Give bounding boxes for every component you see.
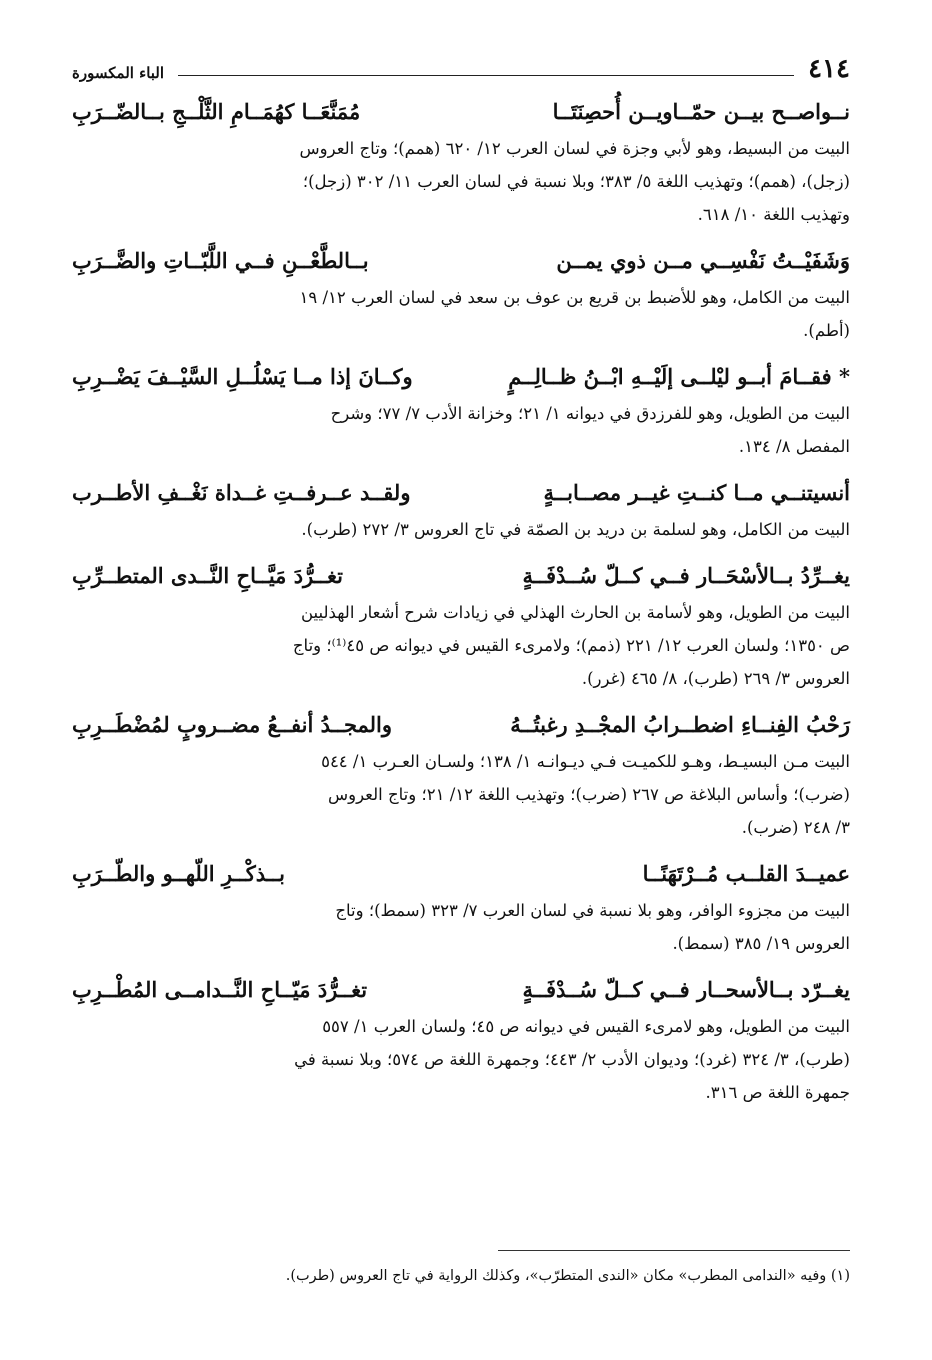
commentary-line: البيت من الكامل، وهو لسلمة بن دريد بن الصمّة في تاج العروس ٣/ ٢٧٢ (طرب). xyxy=(301,520,850,539)
verse-commentary xyxy=(72,397,850,463)
verse-commentary xyxy=(72,281,850,347)
second-hemistich: تغــرُّدَ مَيَّــاحِ النَّــدى المتطــرِّبِ xyxy=(72,563,343,588)
second-hemistich: والمجــدُ أنفــعُ مضــروبٍ لمُضْطَــرِبِ xyxy=(72,712,393,737)
verse-line xyxy=(72,974,850,1006)
commentary-line: المفصل ٨/ ١٣٤. xyxy=(738,437,850,456)
page-header xyxy=(72,48,850,82)
verse-entry xyxy=(72,361,850,463)
verse-entry xyxy=(72,709,850,844)
commentary-line: (أطم). xyxy=(803,321,850,340)
commentary-line: جمهرة اللغة ص ٣١٦. xyxy=(705,1083,850,1102)
footnote-rule xyxy=(498,1250,850,1251)
header-rule xyxy=(178,75,794,76)
verse-entry xyxy=(72,477,850,546)
first-hemistich: رَحْبُ الفِنــاءِ اضطــرابُ المجْــدِ رغبتُــهُ xyxy=(510,712,850,737)
footnote: (١) وفيه «الندامى المطرب» مكان «الندى المتطرّب»، وكذلك الرواية في تاج العروس (طرب). xyxy=(285,1268,850,1284)
verse-line xyxy=(72,361,850,393)
running-title: الباء المكسورة xyxy=(72,64,165,82)
commentary-line: وتهذيب اللغة ١٠/ ٦١٨. xyxy=(697,205,850,224)
commentary-line: (ضرب)؛ وأساس البلاغة ص ٢٦٧ (ضرب)؛ وتهذيب اللغة ١٢/ ٢١؛ وتاج العروس xyxy=(327,785,850,804)
commentary-line: البيت من البسيط، وهو لأبي وجزة في لسان العرب ١٢/ ٦٢٠ (همم)؛ وتاج العروس xyxy=(299,139,850,158)
commentary-line: البيت من مجزوء الوافر، وهو بلا نسبة في لسان العرب ٧/ ٣٢٣ (سمط)؛ وتاج xyxy=(335,901,850,920)
commentary-line: (طرب)، ٣/ ٣٢٤ (غرد)؛ وديوان الأدب ٢/ ٤٤٣؛ وجمهرة اللغة ص ٥٧٤؛ وبلا نسبة في xyxy=(294,1050,850,1069)
commentary-line: البيت من الطويل، وهو لأسامة بن الحارث الهذلي في زيادات شرح أشعار الهذليين xyxy=(301,603,850,622)
first-hemistich: عميــدَ القلــب مُــرْتَهَنًــا xyxy=(642,861,850,886)
first-hemistich: وَشَفَيْــتُ نَفْسِــي مــن ذوي يمــن xyxy=(556,248,850,273)
verse-entry xyxy=(72,96,850,231)
first-hemistich: نــواصــح بيــن حمّــاويــن أُحصِنَتَــا xyxy=(552,99,850,124)
verse-entry xyxy=(72,245,850,347)
commentary-line: البيت من الطويل، وهو للفرزدق في ديوانه ١/ ٢١؛ وخزانة الأدب ٧/ ٧٧؛ وشرح xyxy=(330,404,850,423)
commentary-line: البيت من الكامل، وهو للأضبط بن قريع بن عوف بن سعد في لسان العرب ١٢/ ١٩ xyxy=(299,288,850,307)
verse-entry xyxy=(72,560,850,695)
verse-commentary xyxy=(72,513,850,546)
verse-commentary xyxy=(72,894,850,960)
second-hemistich: بــالطَّعْــنِ فــي اللَّبّــاتِ والضَّــرَبِ xyxy=(72,248,369,273)
first-hemistich: أنسيتنــي مــا كنــتِ غيــر مصــابــةٍ xyxy=(543,480,850,505)
commentary-line: ٣/ ٢٤٨ (ضرب). xyxy=(741,818,850,837)
first-hemistich: يغــرِّدُ بــالأسْحَــار فــي كــلّ سُــدْفَــةٍ xyxy=(522,563,850,588)
first-hemistich: يغــرّد بــالأسحــار فــي كــلّ سُــدْفَــةٍ xyxy=(522,977,850,1002)
second-hemistich: تغــرُّدَ مَيّــاحِ النَّــدامــى المُطْــرِبِ xyxy=(72,977,368,1002)
verse-entry xyxy=(72,858,850,960)
verse-line xyxy=(72,858,850,890)
second-hemistich: بــذكْــرِ اللّهــو والطّــرَبِ xyxy=(72,861,285,886)
verse-commentary xyxy=(72,1010,850,1109)
verse-commentary xyxy=(72,745,850,844)
verse-line xyxy=(72,560,850,592)
verse-entry xyxy=(72,974,850,1109)
second-hemistich: وكــانَ إذا مــا يَسْلُــلِ السَّيْــفَ يَضْــرِبِ xyxy=(72,364,413,389)
commentary-line: البيت مـن البسيـط، وهـو للكميـت فـي ديـوانـه ١/ ١٣٨؛ ولسـان العـرب ١/ ٥٤٤ xyxy=(321,752,850,771)
verse-line xyxy=(72,709,850,741)
verse-line xyxy=(72,477,850,509)
page-number: ٤١٤ xyxy=(808,54,850,84)
commentary-line: البيت من الطويل، وهو لامرىء القيس في ديوانه ص ٤٥؛ ولسان العرب ١/ ٥٥٧ xyxy=(322,1017,850,1036)
verse-commentary xyxy=(72,596,850,695)
commentary-line: العروس ١٩/ ٣٨٥ (سمط). xyxy=(672,934,850,953)
verse-commentary xyxy=(72,132,850,231)
book-page xyxy=(72,48,850,1360)
second-hemistich: ولقــد عــرفــتِ غــداة نَغْــفِ الأطــرب xyxy=(72,480,411,505)
commentary-line: العروس ٣/ ٢٦٩ (طرب)، ٨/ ٤٦٥ (غرر). xyxy=(581,669,850,688)
verse-line xyxy=(72,245,850,277)
verse-line xyxy=(72,96,850,128)
commentary-line: (زجل)، (همم)؛ وتهذيب اللغة ٥/ ٣٨٣؛ وبلا نسبة في لسان العرب ١١/ ٣٠٢ (زجل)؛ xyxy=(302,172,850,191)
second-hemistich: مُمَنَّعَــا كهُمَــامِ الثَّلْــجِ بــالضّــرَبِ xyxy=(72,99,361,124)
first-hemistich: * فقــامَ أبــو ليْلــى إلَيْــهِ ابْــنُ ظــالِــمٍ xyxy=(508,364,850,389)
commentary-line: ص ١٣٥٠؛ ولسان العرب ١٢/ ٢٢١ (ذمم)؛ ولامرىء القيس في ديوانه ص ٤٥⁽¹⁾؛ وتاج xyxy=(292,636,850,655)
